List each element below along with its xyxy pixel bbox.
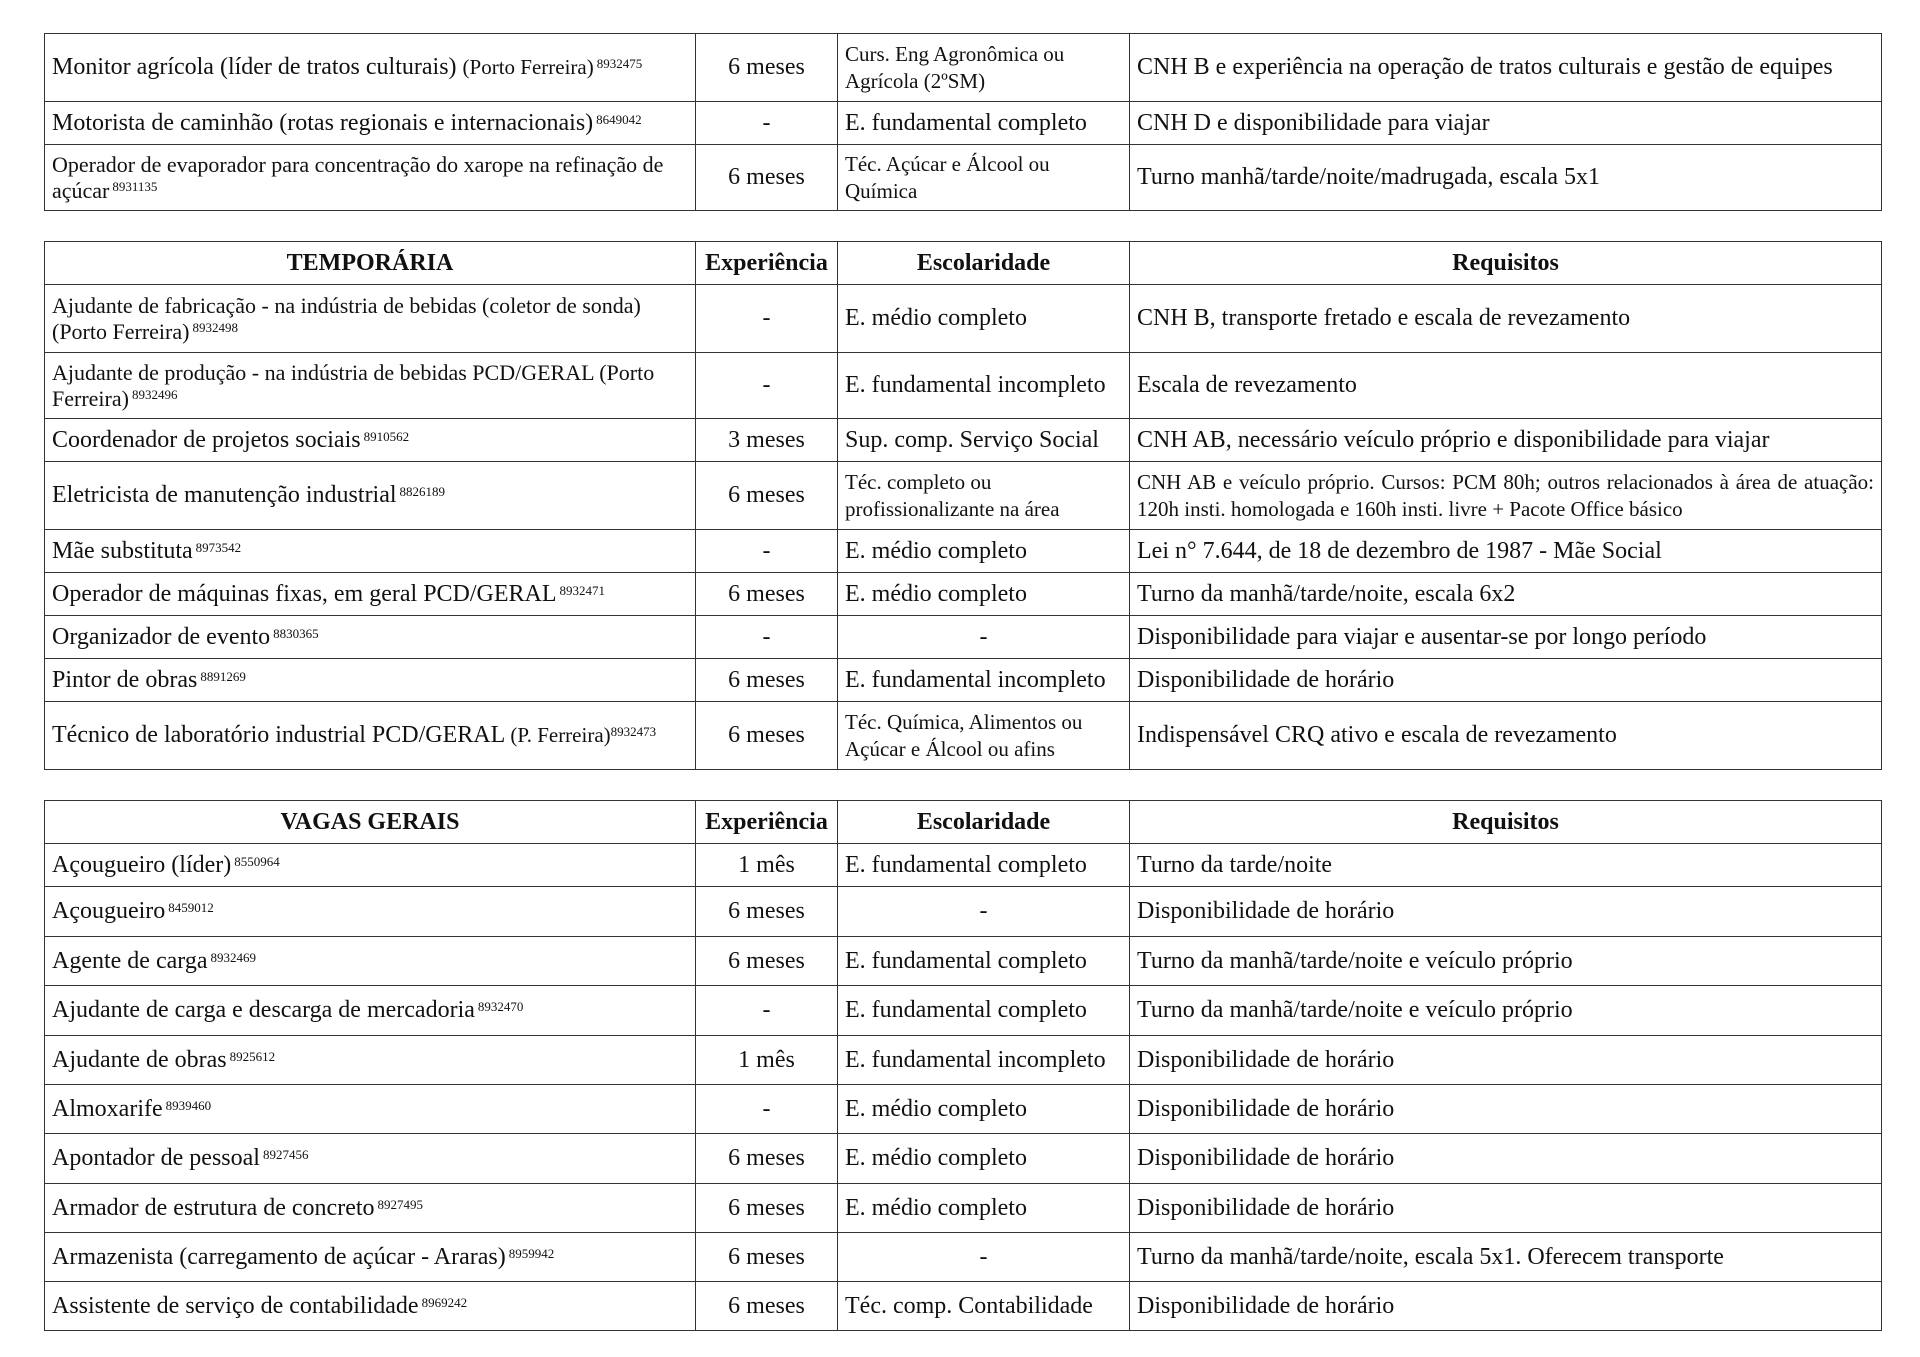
requisitos-cell: Disponibilidade de horário [1130,1036,1882,1085]
escolaridade-cell: E. médio completo [838,530,1130,573]
escolaridade-cell: E. fundamental incompleto [838,659,1130,702]
section-title: TEMPORÁRIA [45,242,696,285]
cargo-cell [45,1036,696,1085]
experiencia-cell: 6 meses [696,702,838,770]
job-title: Monitor agrícola (líder de tratos culturais) [52,54,457,80]
section-title: VAGAS GERAIS [45,801,696,844]
table-row [45,102,1882,145]
table-row [45,462,1882,530]
job-title: Armador de estrutura de concreto [52,1194,375,1221]
cargo-cell [45,285,696,353]
escolaridade-cell: E. médio completo [838,1184,1130,1233]
job-title: Ajudante de produção - na indústria de bebidas PCD/GERAL (Porto Ferreira) [52,359,655,411]
requisitos-cell: Turno da manhã/tarde/noite e veículo próprio [1130,937,1882,986]
table-row [45,702,1882,770]
table-row [45,1036,1882,1085]
job-location: (Porto Ferreira) [462,55,594,79]
job-code: 8959942 [508,1245,555,1261]
cargo-cell [45,530,696,573]
cargo-cell [45,145,696,211]
experiencia-cell: 6 meses [696,1184,838,1233]
table-row [45,844,1882,887]
cargo-cell [45,34,696,102]
cargo-cell [45,1184,696,1233]
escolaridade-cell: E. médio completo [838,1085,1130,1134]
job-code: 8910562 [363,428,410,444]
job-code: 8891269 [200,668,246,684]
experiencia-cell: - [696,616,838,659]
table-row [45,353,1882,419]
job-title: Pintor de obras [52,666,198,693]
experiencia-cell: - [696,1085,838,1134]
experiencia-cell: 6 meses [696,1134,838,1184]
requisitos-cell: Turno da tarde/noite [1130,844,1882,887]
experiencia-cell: - [696,353,838,419]
job-code: 8932475 [596,56,643,71]
jobs-table-vagas-gerais [44,800,1882,1331]
job-title: Eletricista de manutenção industrial [52,482,397,508]
jobs-table-temporaria [44,241,1882,770]
column-header-escolaridade: Escolaridade [838,801,1130,844]
job-title: Almoxarife [52,1095,163,1122]
job-title: Ajudante de obras [52,1046,227,1073]
cargo-cell [45,462,696,530]
escolaridade-cell: E. médio completo [838,1134,1130,1184]
requisitos-cell: Lei n° 7.644, de 18 de dezembro de 1987 - Mãe Social [1130,530,1882,573]
job-code: 8932473 [610,724,657,739]
job-title: Assistente de serviço de contabilidade [52,1292,419,1319]
escolaridade-cell: E. fundamental completo [838,986,1130,1036]
job-title: Organizador de evento [52,623,271,650]
job-code: 8969242 [421,1294,468,1310]
requisitos-cell: CNH B e experiência na operação de tratos culturais e gestão de equipes [1130,34,1882,102]
requisitos-cell: CNH AB, necessário veículo próprio e disponibilidade para viajar [1130,419,1882,462]
table-row [45,659,1882,702]
cargo-cell [45,1233,696,1282]
escolaridade-cell: E. fundamental completo [838,102,1130,145]
job-code: 8927495 [377,1196,424,1212]
requisitos-cell: Turno manhã/tarde/noite/madrugada, escala 5x1 [1130,145,1882,211]
escolaridade-cell: E. fundamental completo [838,937,1130,986]
job-title: Açougueiro [52,898,166,924]
job-code: 8649042 [596,111,642,127]
escolaridade-cell: E. médio completo [838,573,1130,616]
experiencia-cell: 6 meses [696,887,838,937]
job-code: 8927456 [262,1147,309,1162]
job-code: 8826189 [399,484,446,499]
job-code: 8550964 [234,853,280,869]
job-code: 8939460 [165,1097,212,1113]
experiencia-cell: - [696,530,838,573]
escolaridade-cell: E. fundamental incompleto [838,1036,1130,1085]
column-header-requisitos: Requisitos [1130,242,1882,285]
table-row [45,145,1882,211]
requisitos-cell: Disponibilidade de horário [1130,1282,1882,1331]
table-row [45,616,1882,659]
experiencia-cell: 6 meses [696,659,838,702]
job-title: Técnico de laboratório industrial PCD/GERAL [52,722,505,748]
escolaridade-cell: E. fundamental incompleto [838,353,1130,419]
job-title: Agente de carga [52,947,208,974]
job-code: 8459012 [168,900,214,915]
experiencia-cell: 6 meses [696,1282,838,1331]
table-header-row [45,242,1882,285]
experiencia-cell: 1 mês [696,844,838,887]
jobs-table-continuation [44,33,1882,211]
job-title: Motorista de caminhão (rotas regionais e internacionais) [52,109,594,136]
experiencia-cell: 6 meses [696,1233,838,1282]
table-row [45,1085,1882,1134]
cargo-cell [45,887,696,937]
experiencia-cell: 1 mês [696,1036,838,1085]
requisitos-cell: Indispensável CRQ ativo e escala de revezamento [1130,702,1882,770]
experiencia-cell: - [696,102,838,145]
table-row [45,34,1882,102]
table-row [45,986,1882,1036]
escolaridade-cell: E. médio completo [838,285,1130,353]
experiencia-cell: - [696,285,838,353]
requisitos-cell: Disponibilidade de horário [1130,1134,1882,1184]
table-row [45,573,1882,616]
job-title: Operador de evaporador para concentração do xarope na refinação de açúcar [52,151,664,203]
escolaridade-cell: - [838,616,1130,659]
column-header-experiencia: Experiência [696,801,838,844]
cargo-cell [45,419,696,462]
job-code: 8932471 [559,582,606,598]
table-row [45,1134,1882,1184]
escolaridade-cell: Curs. Eng Agronômica ou Agrícola (2ºSM) [838,34,1130,102]
escolaridade-cell: E. fundamental completo [838,844,1130,887]
requisitos-cell: Disponibilidade de horário [1130,659,1882,702]
job-code: 8932498 [192,319,238,335]
job-code: 8932469 [210,949,256,965]
job-title: Apontador de pessoal [52,1145,260,1171]
job-title: Mãe substituta [52,537,193,564]
job-title: Operador de máquinas fixas, em geral PCD/GERAL [52,580,557,607]
cargo-cell [45,844,696,887]
escolaridade-cell: Téc. comp. Contabilidade [838,1282,1130,1331]
requisitos-cell: Disponibilidade para viajar e ausentar-se por longo período [1130,616,1882,659]
table-header-row [45,801,1882,844]
table-row [45,1184,1882,1233]
requisitos-cell: CNH D e disponibilidade para viajar [1130,102,1882,145]
job-code: 8925612 [229,1048,276,1064]
table-row [45,285,1882,353]
job-code: 8931135 [112,178,158,194]
job-code: 8932496 [131,386,178,402]
escolaridade-cell: - [838,1233,1130,1282]
experiencia-cell: 6 meses [696,145,838,211]
cargo-cell [45,1134,696,1184]
escolaridade-cell: - [838,887,1130,937]
cargo-cell [45,616,696,659]
cargo-cell [45,659,696,702]
requisitos-cell: CNH B, transporte fretado e escala de revezamento [1130,285,1882,353]
cargo-cell [45,937,696,986]
cargo-cell [45,986,696,1036]
table-row [45,530,1882,573]
escolaridade-cell: Téc. Química, Alimentos ou Açúcar e Álcool ou afins [838,702,1130,770]
column-header-experiencia: Experiência [696,242,838,285]
requisitos-cell: Disponibilidade de horário [1130,1085,1882,1134]
escolaridade-cell: Téc. Açúcar e Álcool ou Química [838,145,1130,211]
job-location: (P. Ferreira) [510,723,611,747]
job-code: 8973542 [195,539,242,555]
cargo-cell [45,1282,696,1331]
job-title: Açougueiro (líder) [52,851,232,878]
experiencia-cell: 6 meses [696,462,838,530]
job-title: Ajudante de carga e descarga de mercadoria [52,997,475,1023]
job-title: Ajudante de fabricação - na indústria de bebidas (coletor de sonda) (Porto Ferreira) [52,292,641,344]
job-title: Armazenista (carregamento de açúcar - Araras) [52,1243,506,1270]
table-row [45,419,1882,462]
experiencia-cell: 3 meses [696,419,838,462]
column-header-escolaridade: Escolaridade [838,242,1130,285]
cargo-cell [45,1085,696,1134]
requisitos-cell: Disponibilidade de horário [1130,887,1882,937]
job-code: 8932470 [477,999,524,1014]
job-code: 8830365 [273,625,319,641]
experiencia-cell: 6 meses [696,34,838,102]
cargo-cell [45,353,696,419]
experiencia-cell: 6 meses [696,573,838,616]
table-row [45,937,1882,986]
escolaridade-cell: Sup. comp. Serviço Social [838,419,1130,462]
experiencia-cell: - [696,986,838,1036]
table-row [45,887,1882,937]
requisitos-cell: Turno da manhã/tarde/noite, escala 6x2 [1130,573,1882,616]
cargo-cell [45,702,696,770]
column-header-requisitos: Requisitos [1130,801,1882,844]
cargo-cell [45,573,696,616]
requisitos-cell: Escala de revezamento [1130,353,1882,419]
requisitos-cell: CNH AB e veículo próprio. Cursos: PCM 80h; outros relacionados à área de atuação: 120h insti. homologada e 160h insti. livre + Pacote Office básico [1130,462,1882,530]
requisitos-cell: Turno da manhã/tarde/noite, escala 5x1. Oferecem transporte [1130,1233,1882,1282]
table-row [45,1282,1882,1331]
escolaridade-cell: Téc. completo ou profissionalizante na área [838,462,1130,530]
job-title: Coordenador de projetos sociais [52,426,361,453]
requisitos-cell: Turno da manhã/tarde/noite e veículo próprio [1130,986,1882,1036]
experiencia-cell: 6 meses [696,937,838,986]
table-row [45,1233,1882,1282]
requisitos-cell: Disponibilidade de horário [1130,1184,1882,1233]
cargo-cell [45,102,696,145]
